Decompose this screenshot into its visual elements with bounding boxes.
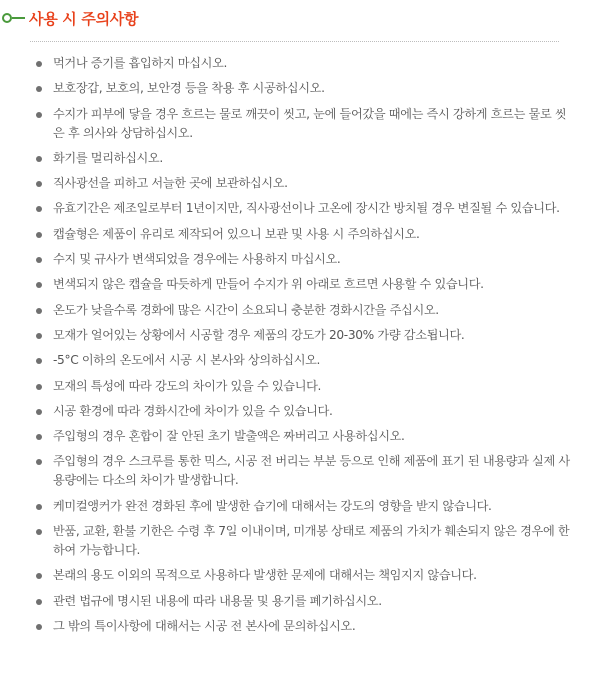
list-item: 수지 및 규사가 변색되었을 경우에는 사용하지 마십시오. (0, 250, 595, 269)
list-item: 유효기간은 제조일로부터 1년이지만, 직사광선이나 고온에 장시간 방치될 경우 변질될 수 있습니다. (0, 199, 595, 218)
list-item: -5°C 이하의 온도에서 시공 시 본사와 상의하십시오. (0, 351, 595, 370)
list-item: 수지가 피부에 닿을 경우 흐르는 물로 깨끗이 씻고, 눈에 들어갔을 때에는 즉시 강하게 흐르는 물로 씻은 후 의사와 상담하십시오. (0, 105, 595, 143)
bullet-icon (36, 599, 42, 605)
list-item: 먹거나 증기를 흡입하지 마십시오. (0, 54, 595, 73)
list-item: 모재가 얼어있는 상황에서 시공할 경우 제품의 강도가 20-30% 가량 감소됩니다. (0, 326, 595, 345)
bullet-icon (36, 504, 42, 510)
bullet-icon (36, 206, 42, 212)
bullet-icon (36, 112, 42, 118)
list-item: 케미컬앵커가 완전 경화된 후에 발생한 습기에 대해서는 강도의 영향을 받지 않습니다. (0, 497, 595, 516)
bullet-icon (36, 61, 42, 67)
list-item: 주입형의 경우 혼합이 잘 안된 초기 발출액은 짜버리고 사용하십시오. (0, 427, 595, 446)
bullet-icon (36, 181, 42, 187)
list-item: 온도가 낮을수록 경화에 많은 시간이 소요되니 충분한 경화시간을 주십시오. (0, 301, 595, 320)
list-item: 보호장갑, 보호의, 보안경 등을 착용 후 시공하십시오. (0, 79, 595, 98)
bullet-icon (36, 384, 42, 390)
bullet-icon (36, 573, 42, 579)
list-item: 화기를 멀리하십시오. (0, 149, 595, 168)
list-item: 시공 환경에 따라 경화시간에 차이가 있을 수 있습니다. (0, 402, 595, 421)
bullet-icon (36, 257, 42, 263)
section-header (0, 6, 138, 30)
bullet-icon (36, 434, 42, 440)
bullet-icon (36, 358, 42, 364)
bullet-icon (36, 409, 42, 415)
bullet-icon (36, 308, 42, 314)
list-item: 모재의 특성에 따라 강도의 차이가 있을 수 있습니다. (0, 377, 595, 396)
bullet-icon (36, 86, 42, 92)
bullet-icon (36, 333, 42, 339)
bullet-icon (36, 282, 42, 288)
list-item: 주입형의 경우 스크루를 통한 믹스, 시공 전 버리는 부분 등으로 인해 제품에 표기 된 내용량과 실제 사용량에는 다소의 차이가 발생합니다. (0, 452, 595, 490)
list-item: 관련 법규에 명시된 내용에 따라 내용물 및 용기를 폐기하십시오. (0, 592, 595, 611)
bullet-icon (36, 459, 42, 465)
list-item: 캡슐형은 제품이 유리로 제작되어 있으니 보관 및 사용 시 주의하십시오. (0, 225, 595, 244)
section-title: 사용 시 주의사항 (29, 9, 139, 28)
list-item: 직사광선을 피하고 서늘한 곳에 보관하십시오. (0, 174, 595, 193)
list-item: 그 밖의 특이사항에 대해서는 시공 전 본사에 문의하십시오. (0, 617, 595, 636)
list-item: 본래의 용도 이외의 목적으로 사용하다 발생한 문제에 대해서는 책임지지 않습니다. (0, 566, 595, 585)
list-item: 반품, 교환, 환불 기한은 수령 후 7일 이내이며, 미개봉 상태로 제품의 가치가 훼손되지 않은 경우에 한하여 가능합니다. (0, 522, 595, 560)
ring-line-icon (0, 6, 28, 30)
caution-list (0, 54, 595, 642)
bullet-icon (36, 156, 42, 162)
bullet-icon (36, 232, 42, 238)
list-item: 변색되지 않은 캡슐을 따듯하게 만들어 수지가 위 아래로 흐르면 사용할 수 있습니다. (0, 275, 595, 294)
bullet-icon (36, 529, 42, 535)
bullet-icon (36, 624, 42, 630)
dotted-divider (30, 41, 559, 42)
